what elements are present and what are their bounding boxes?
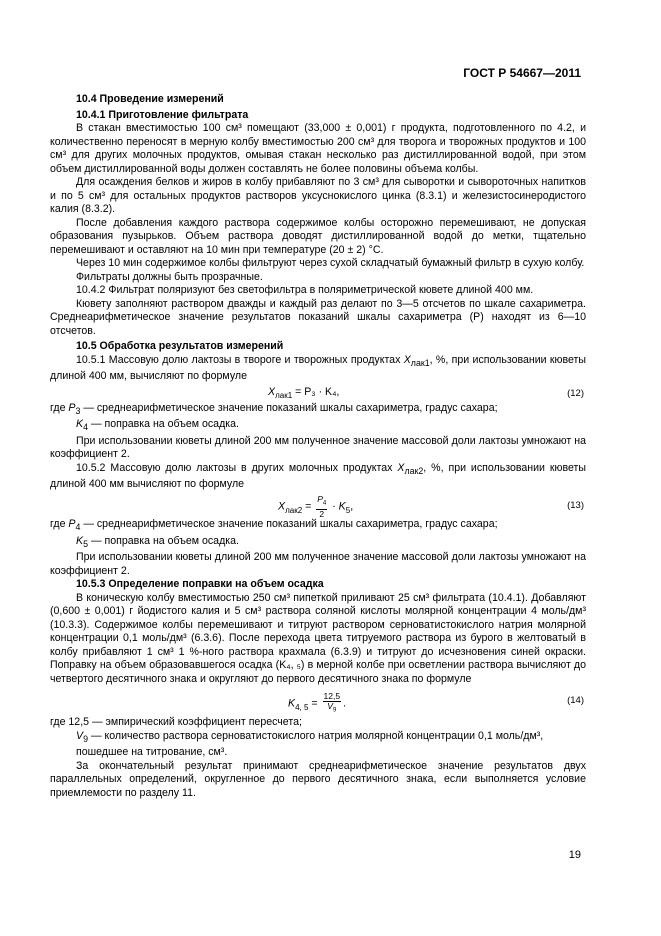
where-line: где $P_3$ — среднеарифметическое значение показаний шкалы сахариметра, градус сахара;	[50, 401, 498, 416]
paragraph: Кювету заполняют раствором дважды и каждый раз делают по 3—5 отсчетов по шкале сахариметра. Среднеарифметическое значение результатов показаний шкалы сахариметра (Р) находят из 6—10 отсчетов.	[50, 297, 586, 337]
section-10-4-1-heading: 10.4.1 Приготовление фильтрата	[76, 108, 249, 121]
formula-number: (12)	[567, 387, 584, 399]
where-line: $K_5$ — поправка на объем осадка.	[76, 534, 239, 549]
paragraph: Для осаждения белков и жиров в колбу прибавляют по 3 см³ для сыворотки и сывороточных напитков и по 5 см³ для остальных продуктов растворов уксуснокислого цинка (8.3.1) и железистосинеродистого калия (8.3.2).	[50, 176, 586, 215]
formula-13: $X_{лак2}$ = $\frac{P_4}{2}$ · $K_5$, (13)	[278, 493, 584, 519]
paragraph: Через 10 мин содержимое колбы фильтруют через сухой складчатый бумажный фильтр в сухую колбу.	[76, 257, 585, 269]
formula-number: (14)	[567, 695, 584, 707]
paragraph: После добавления каждого раствора содержимое колбы осторожно перемешивают, не допуская образования пузырьков. Объем раствора доводят дистиллированной водой до метки, тщательно перемешивают и оставляют на 10 мин при температуре (20 ± 2) °С.	[50, 216, 586, 256]
paragraph: При использовании кюветы длиной 200 мм полученное значение массовой доли лактозы умножают на коэффициент 2.	[50, 551, 586, 577]
page-number: 19	[568, 849, 581, 861]
section-10-5-heading: 10.5 Обработка результатов измерений	[76, 340, 284, 352]
paragraph: При использовании кюветы длиной 200 мм полученное значение массовой доли лактозы умножают на коэффициент 2.	[50, 434, 586, 461]
section-10-5-3-heading: 10.5.3 Определение поправки на объем осадка	[76, 578, 324, 591]
paragraph: В стакан вместимостью 100 см³ помещают (33,000 ± 0,001) г продукта, подготовленного по 4.2, и количественно переносят в мерную колбу вместимостью 200 см³ для творога и творожных продуктов и 100 см³ для других молочных продуктов, омывая стакан несколько раз дистиллированной водой, при этом объем дистиллированной воды должен составлять не более половины объема колбы.	[50, 122, 586, 175]
where-line: $K_4$ — поправка на объем осадка.	[76, 418, 239, 433]
paragraph: 10.5.1 Массовую долю лактозы в твороге и творожных продуктах $X_{лак1}$, %, при использовании кюветы длиной 400 мм, вычисляют по формуле	[50, 353, 586, 383]
formula-12: $X_{лак1} = P_3 \cdot K_4$, (12)	[268, 385, 584, 400]
document-body	[50, 93, 586, 800]
formula-14: $K_{4, 5}$ = $\frac{12,5}{V_9}$ . (14)	[288, 691, 584, 714]
section-10-4-heading: 10.4 Проведение измерений	[76, 93, 224, 105]
where-line: $V_9$ — количество раствора серноватистокислого натрия молярной концентрации 0,1 моль/дм³, пошедшее на титрование, см³.	[76, 729, 544, 759]
paragraph: За окончательный результат принимают среднеарифметическое значение результатов двух параллельных определений, округленное до первого десятичного знака, если выполняется условие приемлемости по разделу 11.	[50, 759, 586, 799]
paragraph: 10.5.2 Массовую долю лактозы в других молочных продуктах $X_{лак2}$, %, при использовании кюветы длиной 400 мм вычисляют по формуле	[50, 461, 586, 491]
paragraph: Фильтраты должны быть прозрачные.	[76, 270, 263, 283]
formula-number: (13)	[567, 499, 584, 511]
where-line: где 12,5 — эмпирический коэффициент пересчета;	[50, 716, 302, 729]
document-code: ГОСТ Р 54667—2011	[463, 66, 581, 80]
paragraph: 10.4.2 Фильтрат поляризуют без светофильтра в поляриметрической кювете длиной 400 мм.	[76, 284, 534, 296]
where-line: где $P_4$ — среднеарифметическое значение показаний шкалы сахариметра, градус сахара;	[50, 517, 498, 533]
paragraph: В коническую колбу вместимостью 250 см³ пипеткой приливают 25 см³ фильтрата (10.4.1). Добавляют (0,600 ± 0,001) г йодистого калия и 5 см³ раствора соляной кислоты молярной концентрации 4 моль/дм³ (10.3.3). Содержимое колбы перемешивают и титруют раствором серноватистокислого натрия молярной концентрации 0,1 моль/дм³ (6.3.6). После перехода цвета титруемого раствора из бурого в желтоватый в колбу прибавляют 1 см³ 1 %-ного раствора крахмала (6.3.9) и титруют до исчезновения синей окраски. Поправку на объем образовавшегося осадка (K₄, ₅) в мерной колбе при осветлении раствора вычисляют до четвертого десятичного знака и округляют до первого десятичного знака по формуле	[50, 591, 586, 685]
